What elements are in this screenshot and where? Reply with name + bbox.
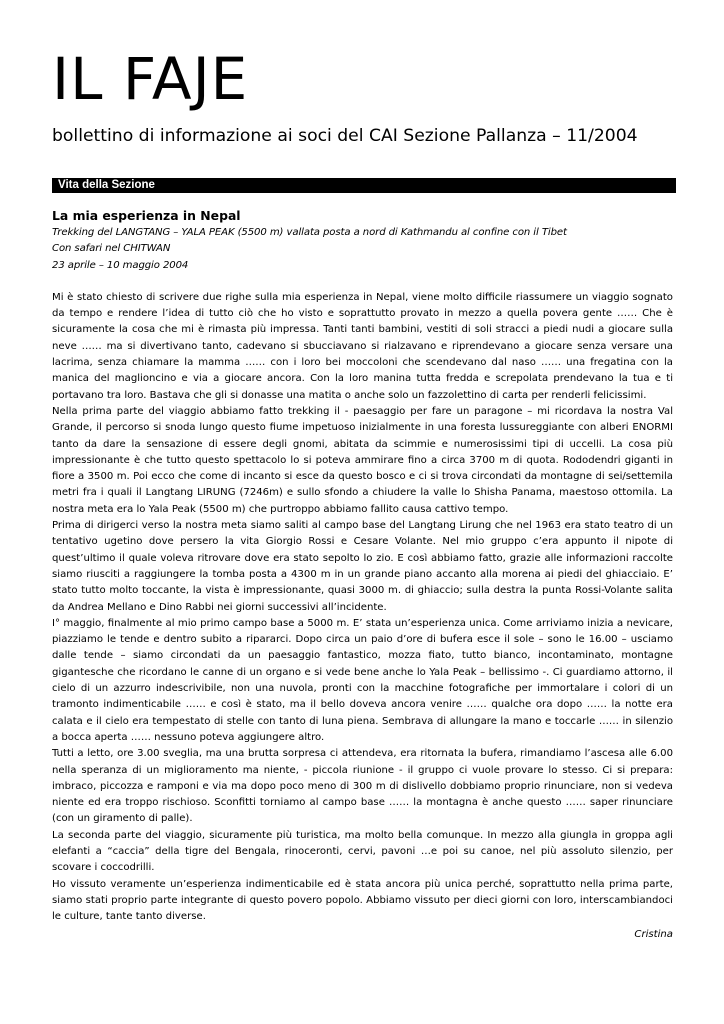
article-body — [52, 290, 673, 926]
article-meta-route: Trekking del LANGTANG – YALA PEAK (5500 m) vallata posta a nord di Kathmandu al confine con il Tibet — [52, 227, 567, 238]
article-paragraph: Tutti a letto, ore 3.00 sveglia, ma una brutta sorpresa ci attendeva, era ritornata la bufera, rimandiamo l’ascesa alle 6.00 nella speranza di un miglioramento ma niente, - piccola riunione - il gruppo ci vuole provare lo stesso. Ci si prepara: imbraco, piccozza e ramponi e via ma dopo poco meno di 300 m di dislivello dobbiamo proprio rinunciare, non si vedeva niente ed era troppo rischioso. Sconfitti torniamo al campo base …… la montagna è anche questo …… saper rinunciare (con un giramento di palle). — [52, 748, 673, 825]
author-signature: Cristina — [634, 929, 673, 941]
article — [52, 207, 673, 944]
bulletin-subtitle: bollettino di informazione ai soci del CAI Sezione Pallanza – 11/2004 — [52, 126, 638, 146]
article-paragraph: La seconda parte del viaggio, sicuramente più turistica, ma molto bella comunque. In mezzo alla giungla in groppa agli elefanti a “caccia” della tigre del Bengala, rinoceronti, cervi, pavoni …e poi su canoe, nel più assoluto silenzio, per scovare i coccodrilli. — [52, 829, 673, 874]
article-meta-safari: Con safari nel CHITWAN — [52, 243, 171, 255]
article-paragraph: I° maggio, finalmente al mio primo campo base a 5000 m. E’ stata un’esperienza unica. Come arriviamo inizia a nevicare, piazziamo le tende e dentro subito a ripararci. Dopo circa un paio d’ore di bufera esce il sole – sono le 16.00 – usciamo dalle tende – siamo circondati da un paesaggio fantastico, mozza fiato, tutto bianco, incontaminato, montagne gigantesche che ricordano le canne di un organo e si vede bene anche lo Yala Peak – bellissimo -. Ci guardiamo attorno, il cielo di un azzurro indescrivibile, non una nuvola, pronti con la macchine fotografiche per immortalare i colori di un tramonto indimenticabile …… e così è stato, ma il bello doveva ancora venire …… qualche ora dopo …… la notte era calata e il cielo era tempestato di stelle con tanto di luna piena. Sembrava di allungare la mano e toccarle …… in silenzio a bocca aperta …… nessuno poteva aggiungere altro. — [52, 617, 673, 743]
article-paragraph: Prima di dirigerci verso la nostra meta siamo saliti al campo base del Langtang Lirung che nel 1963 era stato teatro di un tentativo ugetino dove persero la vita Giorgio Rossi e Cesare Volante. Nel mio gruppo c’era appunto il nipote di quest’ultimo il quale voleva ritrovare dove era stato sepolto lo zio. E così abbiamo fatto, grazie alle informazioni raccolte siamo riusciti a raggiungere la tomba posta a 4300 m in un grande piano accanto alla morena ai piedi del ghiacciaio. E’ stato tutto molto toccante, la vista è impressionante, quasi 3000 m. di ghiaccio; sulla destra la punta Rossi-Volante salita da Andrea Mellano e Dino Rabbi nei giorni successivi all’incidente. — [52, 520, 673, 613]
section-header-bar: Vita della Sezione — [52, 178, 676, 193]
article-paragraph: Ho vissuto veramente un’esperienza indimenticabile ed è stata ancora più unica perché, soprattutto nella prima parte, siamo stati proprio parte integrante di questo povero popolo. Abbiamo vissuto per dieci giorni con loro, interscambiandoci le culture, tante tanto diverse. — [52, 878, 673, 923]
article-meta-dates: 23 aprile – 10 maggio 2004 — [52, 259, 189, 271]
article-paragraph: Nella prima parte del viaggio abbiamo fatto trekking il - paesaggio per fare un paragone – mi ricordava la nostra Val Grande, il percorso si snoda lungo questo fiume impetuoso inizialmente in una foresta lussureggiante con alberi ENORMI tanto da dare la sensazione di essere degli gnomi, abitata da scimmie e numerosissimi tipi di uccelli. La cosa più impressionante è che tutto questo spettacolo lo si poteva ammirare fino a circa 3700 m di quota. Rododendri giganti in fiore a 3500 m. Poi ecco che come di incanto si esce da questo bosco e ci si trova circondati da montagne di sei/settemila metri fra i quali il Langtang LIRUNG (7246m) e sullo sfondo a chiudere la valle lo Shisha Panama, maestoso ottomila. La nostra meta era lo Yala Peak (5500 m) che purtroppo abbiamo fallito causa cattivo tempo. — [52, 405, 673, 515]
article-paragraph: Mi è stato chiesto di scrivere due righe sulla mia esperienza in Nepal, viene molto difficile riassumere un viaggio sognato da tempo e rendere l’idea di tutto ciò che ho visto e soprattutto provato in mezzo a quella povera gente …… Che è sicuramente la cosa che mi è rimasta più impressa. Tanti tanti bambini, vestiti di soli stracci a piedi nudi a giocare sulla neve …… ma si divertivano tanto, cadevano si sbucciavano si rialzavano e riprendevano a giocare senza versare una lacrima, senza chiamare la mamma …… con i loro bei moccoloni che scendevano dal naso …… una fregatina con la manica del maglioncino e via a giocare ancora. Con la loro manina tutta fredda e screpolata prendevano la tua e ti portavano tra loro. Bastava che gli si donasse una matita o anche solo un fazzolettino di carta per renderli felicissimi. — [52, 291, 673, 401]
masthead-title: IL FAJE — [52, 45, 249, 113]
article-title: La mia esperienza in Nepal — [52, 208, 241, 223]
